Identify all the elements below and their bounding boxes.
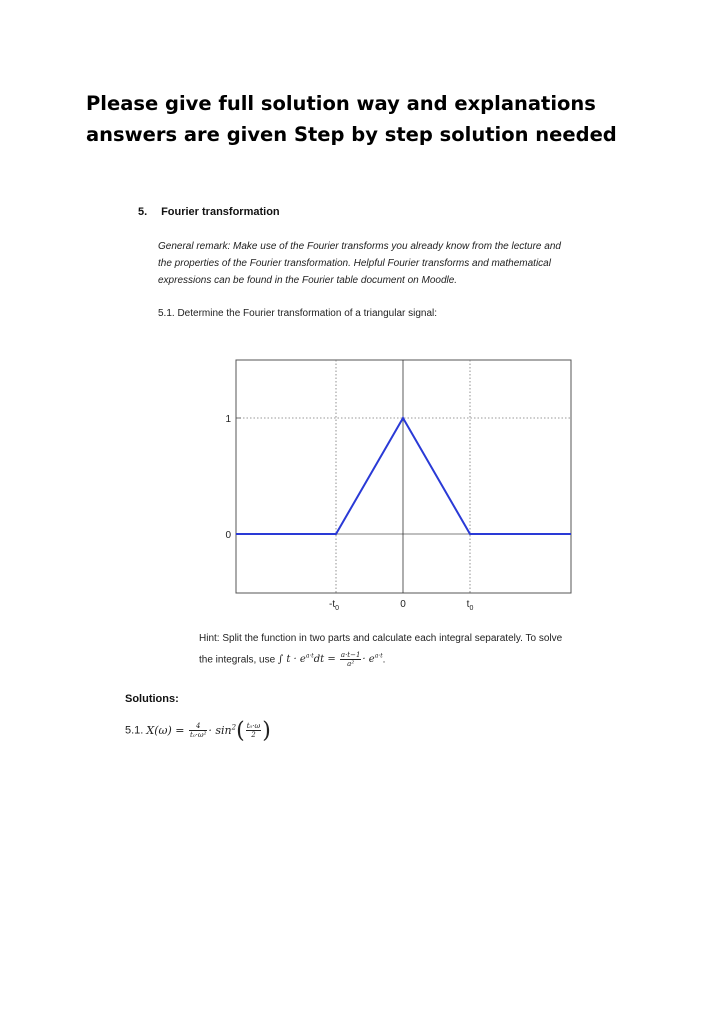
plot-frame — [236, 360, 571, 593]
triangular-signal-line — [236, 418, 571, 534]
solution-mid: · sin — [208, 723, 232, 737]
hint-line-2-prefix: the integrals, use — [199, 654, 278, 666]
solution-formula — [146, 718, 271, 743]
integral-fraction — [340, 651, 362, 668]
x-tick-pos-t0-text: t — [466, 599, 470, 610]
hint-line-2 — [199, 648, 639, 669]
integral-expression — [277, 651, 383, 669]
remark-line-1: General remark: Make use of the Fourier transforms you already know from the lecture and — [158, 241, 561, 252]
y-tick-label-0: 0 — [225, 530, 231, 541]
hint-line-1: Hint: Split the function in two parts and calculate each integral separately. To solve — [199, 633, 563, 644]
solution-fraction-2 — [246, 722, 262, 739]
x-tick-label-pos-t0 — [467, 599, 474, 612]
integral-right: · e — [362, 654, 375, 666]
x-tick-label-neg-t0 — [329, 599, 339, 612]
solution-frac2-numerator: t₀·ω — [246, 722, 261, 730]
solution-fraction-1 — [189, 722, 207, 739]
solution-frac1-numerator: 4 — [189, 722, 207, 731]
remark-line-2: the properties of the Fourier transformation. Helpful Fourier transforms and mathematical — [158, 257, 551, 269]
left-paren: ( — [236, 718, 245, 743]
solution-prefix: 5.1. — [125, 724, 147, 737]
solution-frac1-denominator: t₀·ω² — [190, 731, 207, 739]
hint — [199, 630, 639, 669]
integral-dt: dt = — [313, 654, 336, 666]
section-number: 5. — [138, 206, 148, 218]
right-paren: ) — [262, 718, 271, 743]
x-tick-neg-t0-sub: 0 — [335, 605, 340, 612]
solutions-label: Solutions: — [125, 693, 179, 705]
section-title-text: Fourier transformation — [161, 206, 280, 218]
integral-frac-denominator: a² — [347, 660, 355, 669]
solution-square: 2 — [231, 722, 237, 731]
x-tick-neg-t0-text: -t — [328, 599, 336, 610]
hint-end: . — [382, 654, 386, 666]
triangular-signal-figure — [216, 352, 586, 622]
solution-5-1 — [125, 718, 271, 743]
headline-line-2: answers are given Step by step solution needed — [86, 123, 617, 146]
solution-lhs: X(ω) = — [146, 723, 185, 737]
section-title — [138, 206, 280, 218]
remark-line-3: expressions can be found in the Fourier table document on Moodle. — [158, 274, 458, 286]
integral-frac-numerator: a·t−1 — [340, 651, 361, 660]
task-5-1: 5.1. Determine the Fourier transformation of a triangular signal: — [158, 308, 438, 319]
x-tick-pos-t0-sub: 0 — [469, 605, 474, 612]
solution-frac2-denominator: 2 — [251, 731, 256, 739]
integral-exponent-2: a·t — [374, 653, 383, 660]
general-remark — [158, 239, 638, 289]
integral-exponent: a·t — [305, 653, 314, 660]
headline-line-1: Please give full solution way and explanations — [86, 92, 596, 115]
headline — [86, 88, 646, 150]
integral-left: ∫ t · e — [277, 654, 306, 666]
x-tick-label-0: 0 — [400, 599, 406, 610]
y-tick-label-1: 1 — [225, 414, 231, 425]
